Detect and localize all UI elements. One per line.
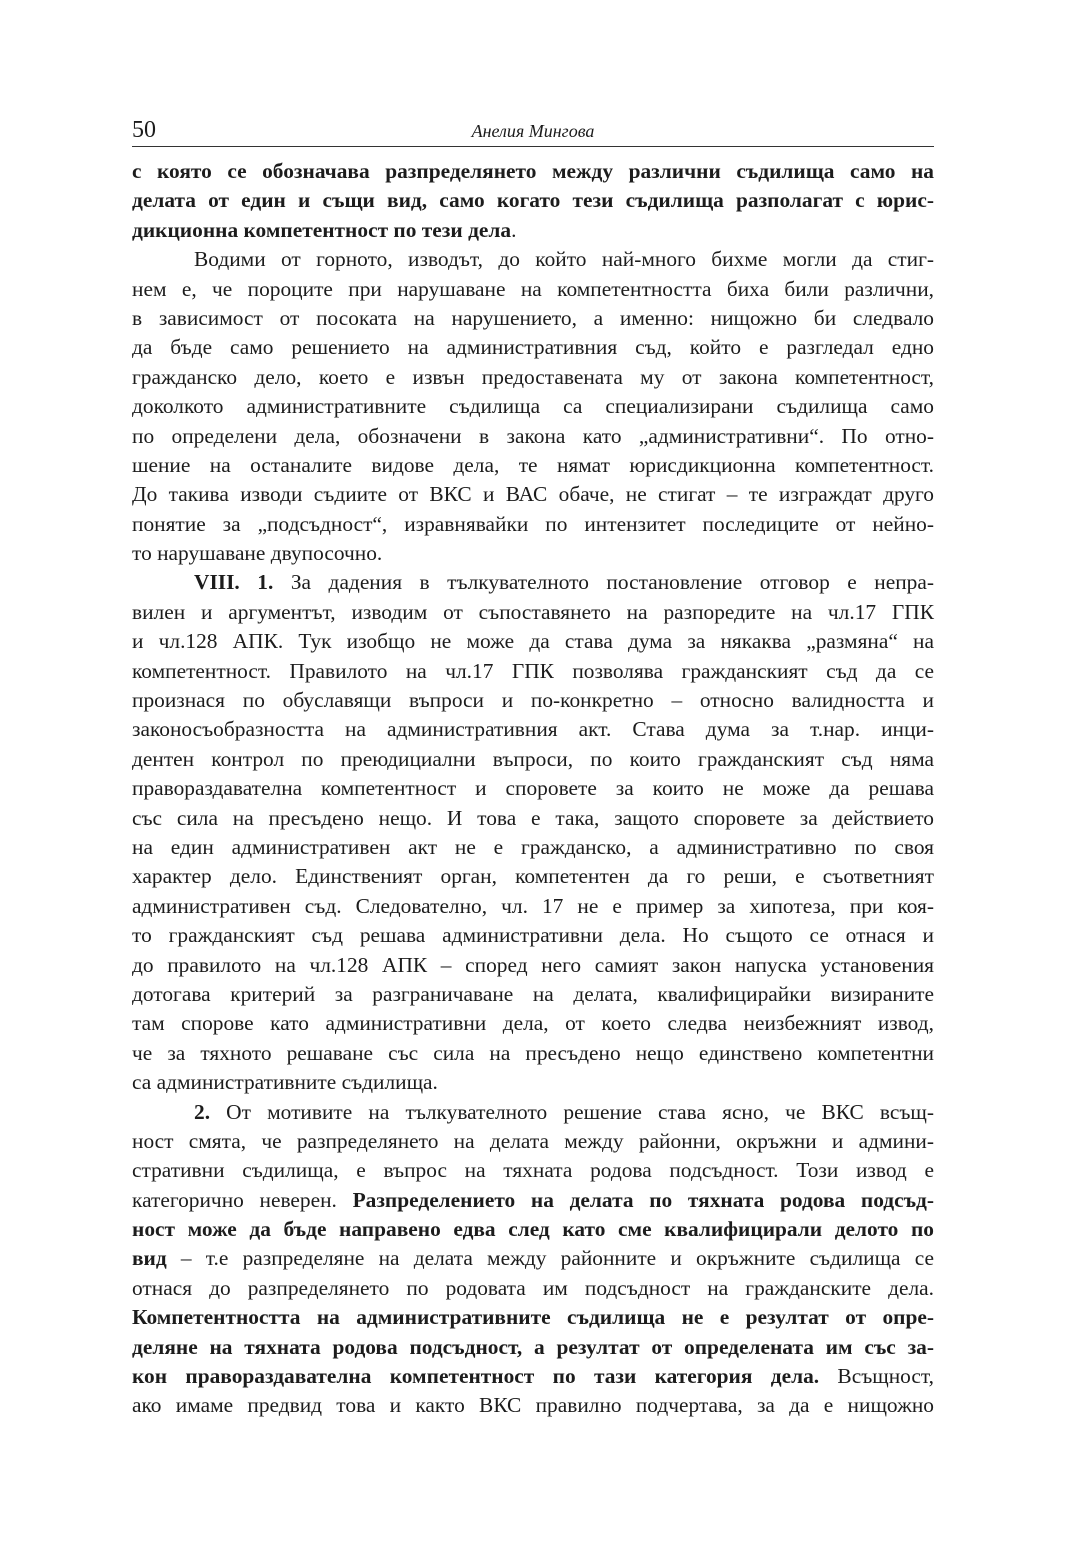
text-line (132, 1186, 934, 1215)
regular-text: в зависимост от посоката на нарушението, а именно: нищожно би следвало (132, 305, 934, 330)
text-line (132, 157, 934, 186)
regular-text: нем е, че пороците при нарушаване на компетентността биха били различни, (132, 276, 934, 301)
text-line (132, 657, 934, 686)
text-line (132, 598, 934, 627)
bold-text: кон правораздавателна компетентност по тази категория дела. (132, 1364, 820, 1389)
bold-text: ност може да бъде направено едва след като сме квалифицирали делото по (132, 1217, 934, 1242)
text-line (132, 715, 934, 744)
page-header (132, 116, 934, 147)
regular-text: административен съд. Следователно, чл. 17 не е пример за хипотеза, при коя- (132, 893, 934, 918)
text-line (132, 686, 934, 715)
regular-text: компетентност. Правилото на чл.17 ГПК позволява гражданският съд да се (132, 658, 934, 683)
text-line (132, 1333, 934, 1362)
regular-text: понятие за „подсъдност“, изравнявайки по интензитет последиците от нейно- (132, 511, 934, 536)
regular-text: произнася по обуславящи въпроси и по-конкретно – относно валидността и (132, 688, 934, 713)
regular-text: характер дело. Единственият орган, компетентен да го реши, е съответният (132, 864, 934, 889)
regular-text: шение на останалите видове дела, те нямат юрисдикционна компетентност. (132, 452, 934, 477)
text-line (132, 1362, 934, 1391)
regular-text: до правилото на чл.128 АПК – според него самият закон напуска установения (132, 952, 934, 977)
regular-text: доколкото административните съдилища са специализирани съдилища само (132, 394, 934, 419)
regular-text: отнася до разпределянето по родовата им подсъдност на гражданските дела. (132, 1275, 934, 1300)
text-line (132, 1244, 934, 1273)
text-line (132, 245, 934, 274)
text-line (132, 422, 934, 451)
regular-text: на един административен акт не е гражданско, а административно по своя (132, 834, 934, 859)
text-line (132, 1303, 934, 1332)
text-line (132, 480, 934, 509)
regular-text: там спорове като административни дела, от което следва неизбежният извод, (132, 1011, 934, 1036)
text-line (132, 892, 934, 921)
body-text (132, 157, 934, 1421)
regular-text: и чл.128 АПК. Тук изобщо не може да става дума за някаква „размяна“ на (132, 629, 934, 654)
text-line (132, 921, 934, 950)
text-line (132, 451, 934, 480)
regular-text: то нарушаване двупосочно. (132, 541, 383, 566)
text-line (132, 951, 934, 980)
text-line (132, 304, 934, 333)
regular-text: са административните съдилища. (132, 1070, 438, 1095)
regular-text: дотогава критерий за разграничаване на делата, квалифицирайки визираните (132, 981, 934, 1006)
regular-text: До такива изводи съдиите от ВКС и ВАС обаче, не стигат – те изграждат друго (132, 482, 934, 507)
text-line (132, 510, 934, 539)
text-line (132, 1156, 934, 1185)
text-line (132, 568, 934, 597)
regular-text: За дадения в тълкувателното постановление отговор е непра- (273, 570, 934, 595)
text-line (132, 1098, 934, 1127)
text-line (132, 1039, 934, 1068)
text-line (132, 539, 934, 568)
bold-text: вид (132, 1246, 167, 1271)
text-line (132, 333, 934, 362)
text-line (132, 1127, 934, 1156)
text-line (132, 1068, 934, 1097)
regular-text: със сила на пресъдено нещо. И това е така, защото споровете за действието (132, 805, 934, 830)
regular-text: по определени дела, обозначени в закона като „административни“. По отно- (132, 423, 934, 448)
text-line (132, 627, 934, 656)
regular-text: гражданско дело, което е извън предоставената му от закона компетентност, (132, 364, 934, 389)
regular-text: категорично неверен. (132, 1187, 353, 1212)
regular-text: Водими от горното, изводът, до който най-много бихме могли да стиг- (194, 247, 934, 272)
text-line (132, 862, 934, 891)
running-head-author: Анелия Мингова (471, 121, 595, 141)
regular-text: че за тяхното решаване със сила на пресъдено нещо единствено компетентни (132, 1040, 934, 1065)
text-line (132, 980, 934, 1009)
page-number: 50 (132, 117, 156, 143)
text-line (132, 804, 934, 833)
text-line (132, 216, 934, 245)
regular-text: законосъобразността на административния акт. Става дума за т.нар. инци- (132, 717, 934, 742)
regular-text: От мотивите на тълкувателното решение става ясно, че ВКС всъщ- (210, 1099, 934, 1124)
text-line (132, 1274, 934, 1303)
regular-text: стративни съдилища, е въпрос на тяхната родова подсъдност. Този извод е (132, 1158, 934, 1183)
regular-text: то гражданският съд решава административни дела. Но същото се отнася и (132, 923, 934, 948)
regular-text: . (511, 217, 517, 242)
regular-text: – т.е разпределяне на делата между районните и окръжните съдилища се (166, 1246, 934, 1271)
text-line (132, 1391, 934, 1420)
bold-text: делата от един и същи вид, само когато тези съдилища разполагат с юрис- (132, 188, 934, 213)
regular-text: Всъщност, (819, 1364, 934, 1389)
text-line (132, 745, 934, 774)
bold-text: деляне на тяхната родова подсъдност, а резултат от определената им със за- (132, 1334, 934, 1359)
text-line (132, 774, 934, 803)
section-number: 2. (194, 1099, 211, 1124)
bold-text: Разпределението на делата по тяхната родова подсъд- (352, 1187, 934, 1212)
regular-text: ако имаме предвид това и както ВКС правилно подчертава, за да е нищожно (132, 1393, 934, 1418)
regular-text: дентен контрол по преюдициални въпроси, по които гражданският съд няма (132, 746, 934, 771)
regular-text: ност смята, че разпределянето на делата между районни, окръжни и админи- (132, 1128, 934, 1153)
text-line (132, 363, 934, 392)
regular-text: вилен и аргументът, изводим от съпоставянето на разпоредите на чл.17 ГПК (132, 599, 934, 624)
text-line (132, 275, 934, 304)
bold-text: Компетентността на административните съдилища не е резултат от опре- (132, 1305, 934, 1330)
bold-text: с която се обозначава разпределянето между различни съдилища само на (132, 159, 934, 183)
section-number: VIII. 1. (194, 570, 274, 595)
regular-text: правораздавателна компетентност и споровете за които не може да решава (132, 776, 934, 801)
text-line (132, 392, 934, 421)
text-line (132, 186, 934, 215)
text-line (132, 1215, 934, 1244)
text-line (132, 833, 934, 862)
regular-text: да бъде само решението на административния съд, който е разгледал едно (132, 335, 934, 360)
text-line (132, 1009, 934, 1038)
bold-text: дикционна компетентност по тези дела (132, 217, 512, 242)
